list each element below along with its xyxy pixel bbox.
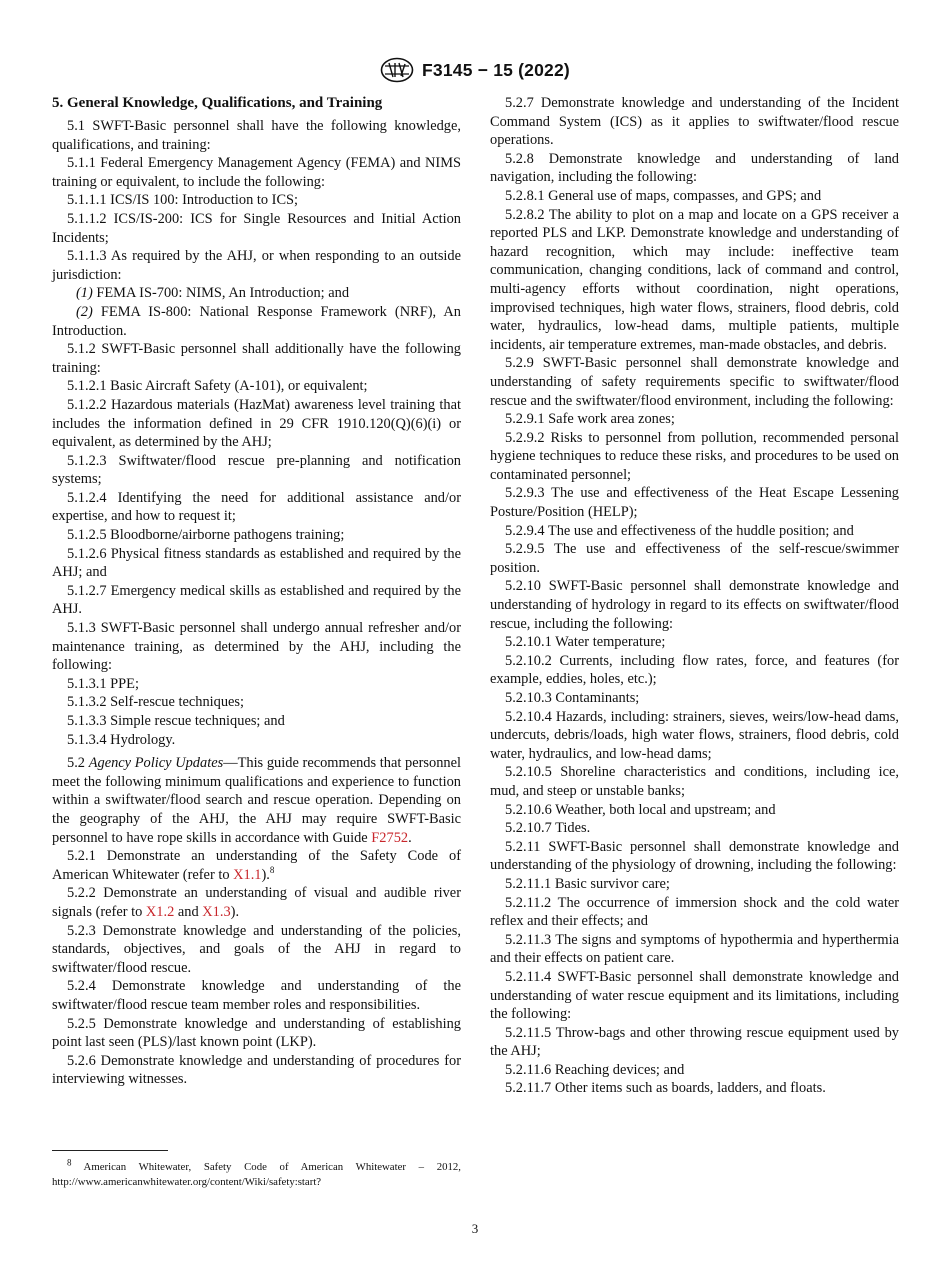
section-title: 5. General Knowledge, Qualifications, and Training (52, 95, 383, 111)
paragraph: 5.1.2.3 Swiftwater/flood rescue pre-planning and notification systems; (52, 452, 461, 488)
paragraph: 5.2.3 Demonstrate knowledge and understanding of the policies, standards, objectives, and goals of the AHJ in regard to swiftwater/flood rescue. (52, 922, 461, 976)
punctuation: . (408, 829, 412, 846)
list-number: (2) (76, 303, 101, 320)
paragraph: 5.2.10.1 Water temperature; (505, 634, 666, 651)
paragraph: 5.2.11.2 The occurrence of immersion shock and the cold water reflex and their effects; and (490, 894, 899, 930)
left-column (52, 94, 461, 1089)
standard-designation: F3145 − 15 (2022) (422, 59, 570, 80)
punctuation: ). (230, 903, 240, 920)
astm-logo-icon (380, 57, 414, 83)
paragraph: 5.2.9.3 The use and effectiveness of the Heat Escape Lessening Posture/Position (HELP); (490, 485, 899, 521)
paragraph: 5.2.10.4 Hazards, including: strainers, sieves, weirs/low-head dams, undercuts, debris/loads, high water flows, strainers, flood debris, cold water, hydraulics, and low-head dams; (490, 708, 899, 762)
paragraph: 5.1.3 SWFT-Basic personnel shall undergo annual refresher and/or maintenance training, as determined by the AHJ, including the following: (52, 620, 461, 674)
paragraph: 5.2.4 Demonstrate knowledge and understanding of the swiftwater/flood rescue team member roles and responsibilities. (52, 978, 461, 1013)
paragraph: 5.2.11 SWFT-Basic personnel shall demonstrate knowledge and understanding of the physiology of drowning, including the following: (490, 838, 899, 874)
paragraph: 5.2.11.1 Basic survivor care; (505, 875, 670, 892)
paragraph-heading: Agency Policy Updates (88, 755, 224, 772)
paragraph: 5.1 SWFT-Basic personnel shall have the following knowledge, qualifications, and training: (52, 118, 461, 153)
paragraph: 5.1.2.5 Bloodborne/airborne pathogens training; (67, 527, 345, 544)
paragraph: 5.1.1.3 As required by the AHJ, or when responding to an outside jurisdiction: (52, 248, 461, 283)
x1-2-link[interactable]: X1.2 (145, 903, 175, 920)
paragraph: 5.2.6 Demonstrate knowledge and understanding of procedures for interviewing witnesses. (52, 1052, 461, 1088)
footnote-marker[interactable]: 8 (269, 864, 275, 875)
paragraph: 5.2.11.6 Reaching devices; and (505, 1061, 685, 1078)
paragraph: 5.1.3.4 Hydrology. (67, 731, 176, 748)
paragraph: 5.2.8.2 The ability to plot on a map and locate on a GPS receiver a reported PLS and LKP. Demonstrate knowledge and understanding of hazard recognition, which may include: ineffective team communication, changing conditions, lack of command and control, multi-agency efforts without coordination, night operations, improvised techniques, high water flows, strainers, flood debris, cold water, hydraulics, low-head dams, multiple patients, multiple incidents, air temperature extremes, man-made obstacles, and debris. (490, 206, 899, 353)
paragraph: 5.1.3.2 Self-rescue techniques; (67, 694, 245, 711)
paragraph: 5.2.10 SWFT-Basic personnel shall demonstrate knowledge and understanding of hydrology in regard to its effects on swiftwater/flood rescue, including the following: (490, 578, 899, 632)
paragraph: 5.2.10.2 Currents, including flow rates, force, and features (for example, eddies, holes, etc.); (490, 652, 899, 688)
paragraph-5-2-1 (52, 847, 461, 884)
paragraph: 5.1.2 SWFT-Basic personnel shall additionally have the following training: (52, 341, 461, 376)
x1-3-link[interactable]: X1.3 (202, 903, 231, 920)
agency-policy-paragraph (52, 754, 461, 847)
x1-1-link[interactable]: X1.1 (233, 866, 262, 883)
paragraph: 5.2.5 Demonstrate knowledge and understanding of establishing point last seen (PLS)/last known point (LKP). (52, 1015, 461, 1051)
footnote-divider (52, 1150, 168, 1151)
paragraph: 5.2.10.6 Weather, both local and upstream; and (505, 801, 776, 818)
paragraph: 5.2.9.2 Risks to personnel from pollution, recommended personal hygiene techniques to reduce these risks, and procedures to be used on contaminated personnel; (490, 429, 899, 483)
paragraph-number: 5.2 (67, 755, 89, 772)
paragraph: 5.1.1 Federal Emergency Management Agency (FEMA) and NIMS training or equivalent, to include the following: (52, 155, 461, 190)
paragraph: 5.1.1.1 ICS/IS 100: Introduction to ICS; (67, 192, 299, 209)
list-text: FEMA IS-800: National Response Framework (NRF), An Introduction. (52, 303, 461, 339)
guide-f2752-link[interactable]: F2752 (371, 829, 409, 846)
paragraph: 5.2.10.7 Tides. (505, 820, 591, 837)
paragraph: 5.2.8 Demonstrate knowledge and understanding of land navigation, including the following: (490, 150, 899, 186)
paragraph-text: 5.2.2 Demonstrate an understanding of visual and audible river signals (refer to (52, 885, 461, 920)
footnote (52, 1157, 461, 1190)
paragraph: 5.1.2.1 Basic Aircraft Safety (A-101), or equivalent; (67, 378, 368, 395)
paragraph: 5.1.3.1 PPE; (67, 675, 139, 692)
paragraph: 5.2.9.4 The use and effectiveness of the huddle position; and (505, 522, 854, 539)
paragraph: 5.2.10.5 Shoreline characteristics and conditions, including ice, mud, and steep or unstable banks; (490, 764, 899, 799)
paragraph: 5.1.1.2 ICS/IS-200: ICS for Single Resources and Initial Action Incidents; (52, 210, 461, 246)
paragraph: 5.2.11.7 Other items such as boards, ladders, and floats. (505, 1080, 826, 1097)
footnote-number: 8 (67, 1157, 72, 1168)
paragraph: 5.2.11.4 SWFT-Basic personnel shall demonstrate knowledge and understanding of water rescue equipment and its limitations, including the following: (490, 968, 899, 1023)
page-header (0, 56, 950, 84)
footnote-text: American Whitewater, Safety Code of American Whitewater – 2012, http://www.americanwhitewater.org/content/Wiki/safety:start? (52, 1161, 461, 1188)
paragraph: 5.2.8.1 General use of maps, compasses, and GPS; and (505, 187, 822, 204)
list-item (52, 284, 461, 303)
paragraph: 5.1.2.2 Hazardous materials (HazMat) awareness level training that includes the information defined in 29 CFR 1910.120(Q)(6)(i) or equivalent, as determined by the AHJ; (52, 396, 461, 451)
paragraph: 5.2.9.1 Safe work area zones; (505, 411, 675, 428)
list-number: (1) (76, 285, 97, 302)
paragraph-text: —This guide recommends that personnel meet the following minimum qualifications and experience to function within a swiftwater/flood search and rescue operation. Depending on the geography of the AHJ, the AHJ may require SWFT-Basic personnel to have rope skills in accordance with Guide (52, 755, 462, 846)
paragraph-text: 5.2.1 Demonstrate an understanding of the Safety Code of American Whitewater (refer to (52, 848, 461, 883)
paragraph: 5.2.11.5 Throw-bags and other throwing rescue equipment used by the AHJ; (490, 1024, 899, 1060)
punctuation: ). (261, 866, 270, 883)
paragraph: 5.1.3.3 Simple rescue techniques; and (67, 713, 285, 729)
paragraph: 5.2.9.5 The use and effectiveness of the self-rescue/swimmer position. (490, 541, 899, 576)
paragraph: 5.1.2.6 Physical fitness standards as established and required by the AHJ; and (52, 545, 461, 581)
paragraph-5-2-2 (52, 884, 461, 921)
paragraph: 5.2.10.3 Contaminants; (505, 690, 640, 706)
paragraph: 5.1.2.7 Emergency medical skills as established and required by the AHJ. (52, 582, 461, 618)
paragraph: 5.2.9 SWFT-Basic personnel shall demonstrate knowledge and understanding of safety requirements specific to swiftwater/flood rescue and the swiftwater/flood environment, including the following: (490, 355, 899, 409)
list-text: FEMA IS-700: NIMS, An Introduction; and (96, 285, 350, 302)
paragraph: 5.1.2.4 Identifying the need for additional assistance and/or expertise, and how to request it; (52, 489, 461, 525)
paragraph: 5.2.11.3 The signs and symptoms of hypothermia and hyperthermia and their effects on patient care. (490, 931, 899, 967)
paragraph: 5.2.7 Demonstrate knowledge and understanding of the Incident Command System (ICS) as it applies to swiftwater/flood rescue operations. (490, 95, 899, 149)
page-number: 3 (471, 1221, 479, 1236)
conjunction: and (174, 903, 203, 920)
right-column (490, 94, 899, 1098)
list-item (52, 303, 461, 340)
